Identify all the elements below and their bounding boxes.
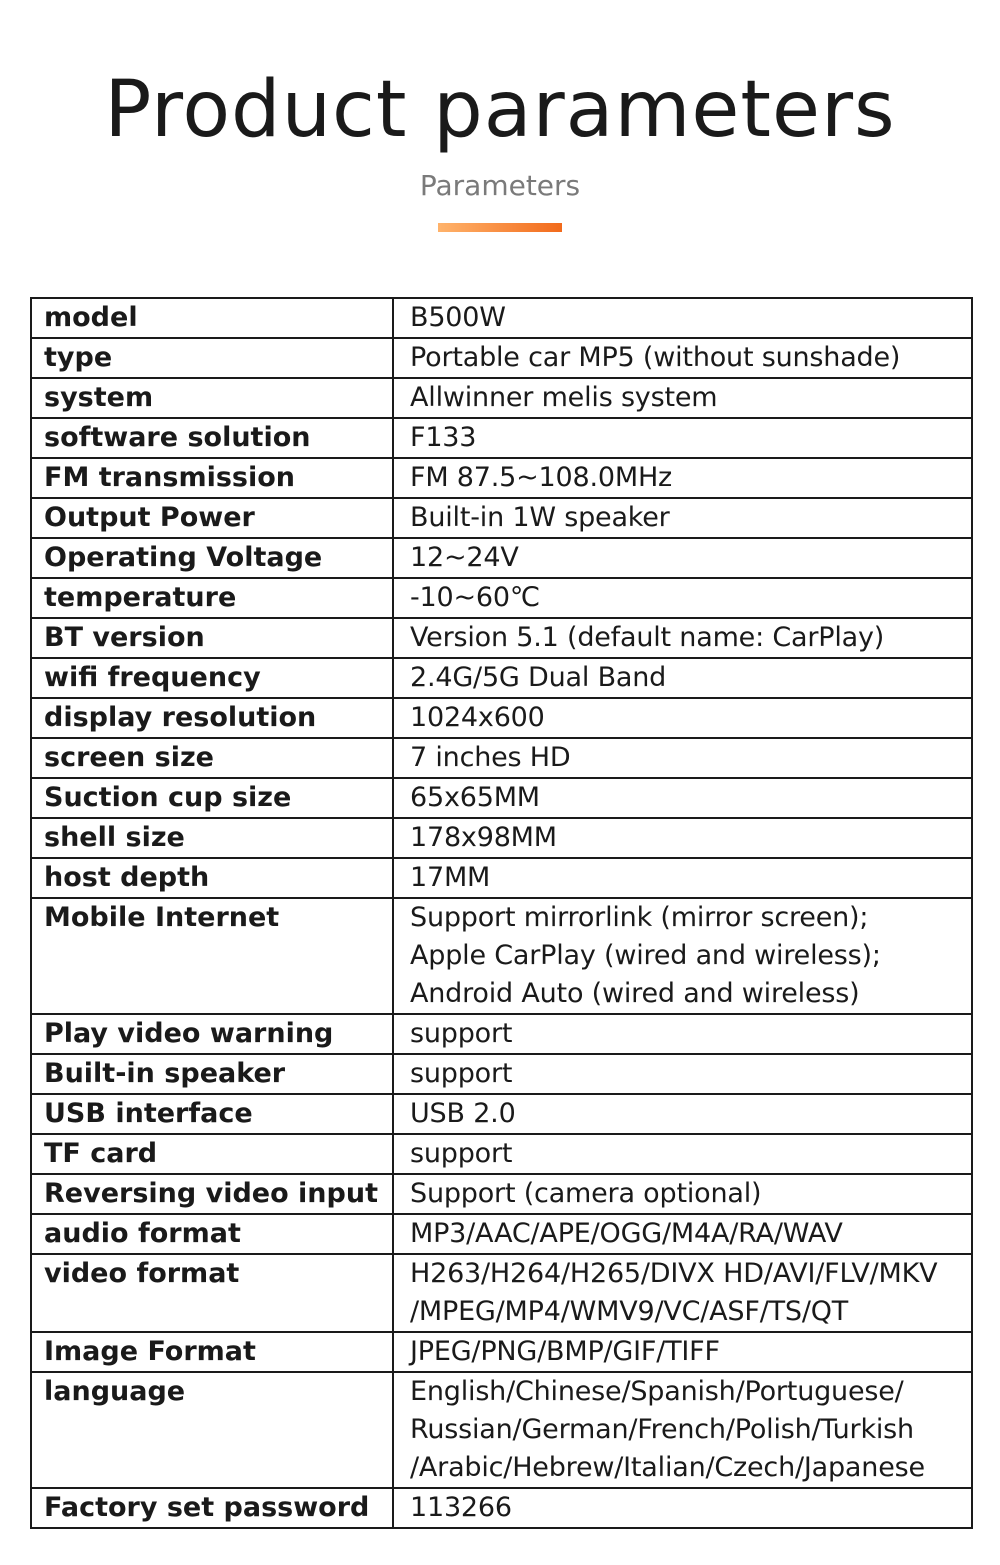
table-row	[31, 1372, 972, 1488]
table-row	[31, 1254, 972, 1332]
table-row	[31, 1332, 972, 1372]
page-subtitle: Parameters	[419, 169, 581, 202]
param-value: Allwinner melis system	[393, 378, 972, 418]
param-label: Suction cup size	[31, 778, 393, 818]
param-label: Factory set password	[31, 1488, 393, 1528]
param-value: support	[393, 1054, 972, 1094]
table-row	[31, 818, 972, 858]
table-row	[31, 298, 972, 338]
param-label: temperature	[31, 578, 393, 618]
param-label: shell size	[31, 818, 393, 858]
param-label: language	[31, 1372, 393, 1488]
param-label: software solution	[31, 418, 393, 458]
param-label: screen size	[31, 738, 393, 778]
table-row	[31, 538, 972, 578]
table-row	[31, 898, 972, 1014]
table-row	[31, 858, 972, 898]
table-row	[31, 738, 972, 778]
param-value: 178x98MM	[393, 818, 972, 858]
param-label: Reversing video input	[31, 1174, 393, 1214]
param-value: Support mirrorlink (mirror screen); Apple CarPlay (wired and wireless); Android Auto (wired and wireless)	[393, 898, 972, 1014]
param-value: F133	[393, 418, 972, 458]
param-label: TF card	[31, 1134, 393, 1174]
param-value: Portable car MP5 (without sunshade)	[393, 338, 972, 378]
param-label: BT version	[31, 618, 393, 658]
param-label: video format	[31, 1254, 393, 1332]
param-value: -10~60℃	[393, 578, 972, 618]
table-row	[31, 578, 972, 618]
param-label: USB interface	[31, 1094, 393, 1134]
param-label: FM transmission	[31, 458, 393, 498]
param-value: support	[393, 1134, 972, 1174]
param-label: host depth	[31, 858, 393, 898]
table-row	[31, 778, 972, 818]
table-row	[31, 378, 972, 418]
param-value: 113266	[393, 1488, 972, 1528]
param-label: Play video warning	[31, 1014, 393, 1054]
param-value: USB 2.0	[393, 1094, 972, 1134]
param-label: display resolution	[31, 698, 393, 738]
parameters-table	[30, 297, 973, 1529]
table-row	[31, 658, 972, 698]
param-value: 7 inches HD	[393, 738, 972, 778]
param-label: type	[31, 338, 393, 378]
table-row	[31, 1014, 972, 1054]
param-value: Support (camera optional)	[393, 1174, 972, 1214]
param-label: model	[31, 298, 393, 338]
table-row	[31, 698, 972, 738]
param-value: FM 87.5~108.0MHz	[393, 458, 972, 498]
param-value: 17MM	[393, 858, 972, 898]
param-label: system	[31, 378, 393, 418]
page-title: Product parameters	[104, 65, 896, 155]
param-value: Built-in 1W speaker	[393, 498, 972, 538]
param-value: 1024x600	[393, 698, 972, 738]
param-value: support	[393, 1014, 972, 1054]
param-value: H263/H264/H265/DIVX HD/AVI/FLV/MKV /MPEG/MP4/WMV9/VC/ASF/TS/QT	[393, 1254, 972, 1332]
parameters-table-body	[31, 298, 972, 1528]
table-row	[31, 498, 972, 538]
table-row	[31, 1214, 972, 1254]
param-value: Version 5.1 (default name: CarPlay)	[393, 618, 972, 658]
param-value: 2.4G/5G Dual Band	[393, 658, 972, 698]
param-label: Built-in speaker	[31, 1054, 393, 1094]
param-value: 65x65MM	[393, 778, 972, 818]
table-row	[31, 1174, 972, 1214]
param-label: wifi frequency	[31, 658, 393, 698]
param-label: audio format	[31, 1214, 393, 1254]
table-row	[31, 618, 972, 658]
table-row	[31, 1134, 972, 1174]
param-value: 12~24V	[393, 538, 972, 578]
table-row	[31, 1488, 972, 1528]
param-value: English/Chinese/Spanish/Portuguese/ Russian/German/French/Polish/Turkish /Arabic/Hebrew/Italian/Czech/Japanese	[393, 1372, 972, 1488]
param-label: Output Power	[31, 498, 393, 538]
param-label: Mobile Internet	[31, 898, 393, 1014]
table-row	[31, 338, 972, 378]
param-label: Operating Voltage	[31, 538, 393, 578]
table-row	[31, 458, 972, 498]
param-value: MP3/AAC/APE/OGG/M4A/RA/WAV	[393, 1214, 972, 1254]
param-value: JPEG/PNG/BMP/GIF/TIFF	[393, 1332, 972, 1372]
param-value: B500W	[393, 298, 972, 338]
param-label: Image Format	[31, 1332, 393, 1372]
table-row	[31, 1054, 972, 1094]
accent-divider	[438, 223, 562, 232]
table-row	[31, 1094, 972, 1134]
table-row	[31, 418, 972, 458]
